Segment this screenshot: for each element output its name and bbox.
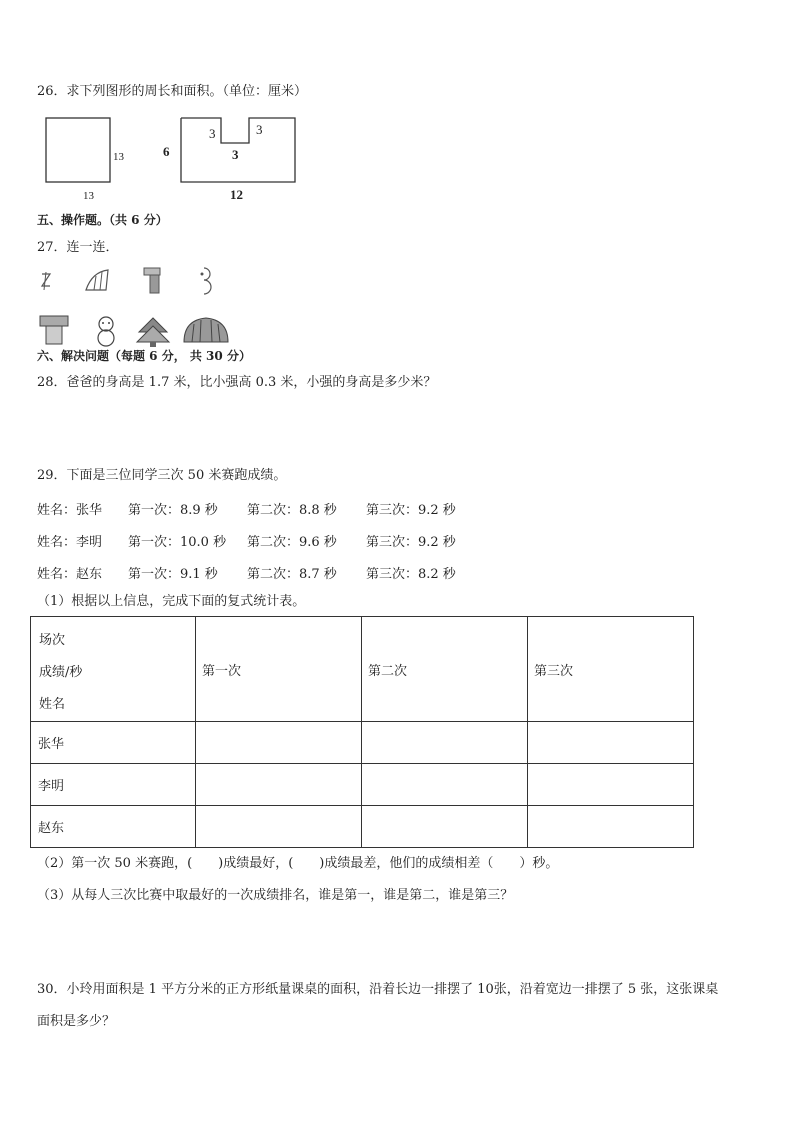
corner-label-round: 场次 xyxy=(39,633,66,648)
table-answer-cell[interactable] xyxy=(196,764,362,806)
stats-table xyxy=(30,616,694,848)
square-bottom-label: 13 xyxy=(83,190,94,202)
q27-text: 27．连一连． xyxy=(37,240,119,255)
snowman-icon xyxy=(98,317,114,346)
mushroom-icon xyxy=(40,316,68,344)
table-answer-cell[interactable] xyxy=(362,722,528,764)
table-col-header: 第一次 xyxy=(196,617,362,722)
table-answer-cell[interactable] xyxy=(528,764,694,806)
q29-text: 29．下面是三位同学三次 50 米赛跑成绩。 xyxy=(37,468,287,483)
table-answer-cell[interactable] xyxy=(196,722,362,764)
shape-notch-width-label: 3 xyxy=(232,147,239,162)
shape-notch-right-label: 3 xyxy=(256,122,263,137)
record-run3: 第三次：8.2 秒 xyxy=(366,567,456,582)
shape-bottom-label: 12 xyxy=(230,187,243,202)
table-col-header: 第三次 xyxy=(528,617,694,722)
corner-label-name: 姓名 xyxy=(39,697,66,712)
q27-top-row xyxy=(36,264,226,300)
q29-part3: （3）从每人三次比赛中取最好的一次成绩排名，谁是第一，谁是第二，谁是第三？ xyxy=(37,888,514,903)
table-row-name: 张华 xyxy=(31,722,196,764)
umbrella-icon xyxy=(184,318,228,342)
table-row-name: 赵东 xyxy=(31,806,196,848)
fragment-lines-icon xyxy=(42,272,50,290)
square-side-label: 13 xyxy=(113,151,124,163)
shape-notch-left-label: 3 xyxy=(209,126,216,141)
q30-line2: 面积是多少？ xyxy=(37,1014,116,1029)
record-run2: 第二次：8.7 秒 xyxy=(247,567,337,582)
record-run3: 第三次：9.2 秒 xyxy=(366,535,456,550)
table-corner-cell xyxy=(31,617,196,722)
record-run2: 第二次：8.8 秒 xyxy=(247,503,337,518)
record-run2: 第二次：9.6 秒 xyxy=(247,535,337,550)
table-row xyxy=(31,806,694,848)
tree-icon xyxy=(137,318,169,347)
corner-label-score: 成绩/秒 xyxy=(39,665,83,680)
table-answer-cell[interactable] xyxy=(362,764,528,806)
record-name: 姓名：张华 xyxy=(37,503,103,518)
q28-text: 28．爸爸的身高是 1.7 米，比小强高 0.3 米，小强的身高是多少米？ xyxy=(37,375,437,390)
record-run1: 第一次：8.9 秒 xyxy=(128,503,218,518)
record-run1: 第一次：9.1 秒 xyxy=(128,567,218,582)
q29-part1: （1）根据以上信息，完成下面的复式统计表。 xyxy=(37,594,306,609)
table-answer-cell[interactable] xyxy=(528,722,694,764)
section6-title: 六、解决问题（每题 6 分， 共 30 分） xyxy=(37,349,251,363)
shape-height-label: 6 xyxy=(163,144,170,159)
record-run1: 第一次：10.0 秒 xyxy=(128,535,227,550)
square-figure xyxy=(46,118,110,182)
fragment-umbrella-icon xyxy=(86,270,108,290)
table-header-row xyxy=(31,617,694,722)
table-answer-cell[interactable] xyxy=(362,806,528,848)
q26-text: 26．求下列图形的周长和面积。（单位：厘米） xyxy=(37,84,308,99)
table-answer-cell[interactable] xyxy=(196,806,362,848)
record-name: 姓名：赵东 xyxy=(37,567,103,582)
fragment-mushroom-icon xyxy=(144,268,160,293)
record-run3: 第三次：9.2 秒 xyxy=(366,503,456,518)
q27-bottom-row xyxy=(36,312,236,352)
record-name: 姓名：李明 xyxy=(37,535,103,550)
q30-line1: 30．小玲用面积是 1 平方分米的正方形纸量课桌的面积，沿着长边一排摆了 10张，沿着宽边一排摆了 5 张，这张课桌 xyxy=(37,982,719,997)
q26-figures xyxy=(40,112,320,207)
section5-title: 五、操作题。（共 6 分） xyxy=(37,213,168,227)
table-answer-cell[interactable] xyxy=(528,806,694,848)
table-row xyxy=(31,764,694,806)
table-row xyxy=(31,722,694,764)
q29-part2: （2）第一次 50 米赛跑，( )成绩最好，( )成绩最差，他们的成绩相差（ ）秒。 xyxy=(37,856,559,871)
table-row-name: 李明 xyxy=(31,764,196,806)
table-col-header: 第二次 xyxy=(362,617,528,722)
fragment-snowman-icon xyxy=(201,268,212,294)
